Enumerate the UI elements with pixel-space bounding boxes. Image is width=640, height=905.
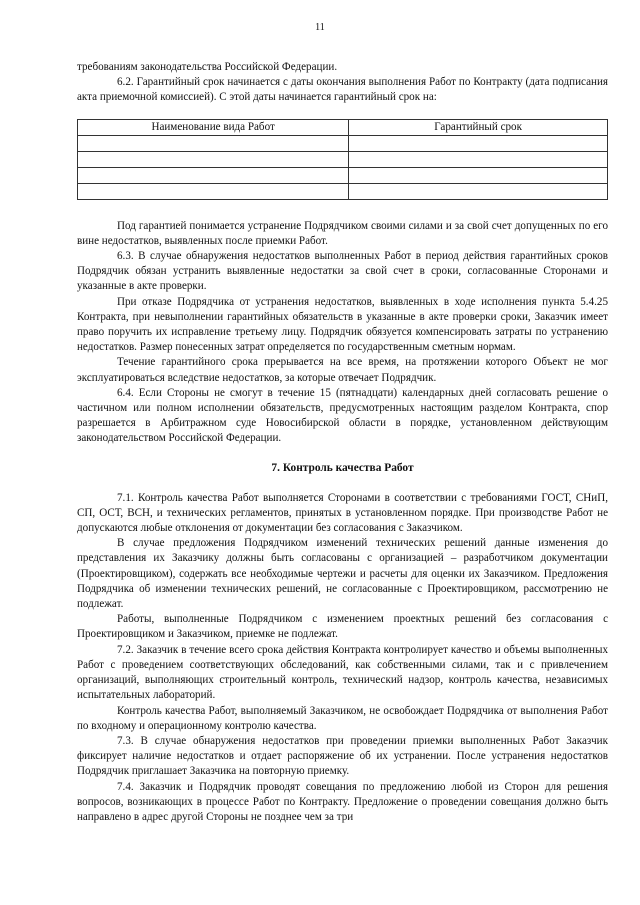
paragraph-6-4: 6.4. Если Стороны не смогут в течение 15 (пятнадцати) календарных дней согласовать решение о частичном или полном исполнении обязательств, предусмотренных настоящим разделом Контракта, спор разрешается в Арбитражном суде Новосибирской области в порядке, установленном действующим законодательством Российской Федерации. <box>77 386 608 445</box>
paragraph-6-3: 6.3. В случае обнаружения недостатков выполненных Работ в период действия гарантийных сроков Подрядчик обязан устранить выявленные недостатки за свой счет в сроки, согласованные Сторонами и указанные в акте проверки. <box>77 250 608 293</box>
paragraph-7-4: 7.4. Заказчик и Подрядчик проводят совещания по предложению любой из Сторон для решения вопросов, возникающих в процессе Работ по Контракту. Предложение о проведении совещания должно быть направлено в адрес другой Стороны не позднее чем за три <box>77 780 608 823</box>
table-cell <box>349 183 608 199</box>
table-cell <box>349 167 608 183</box>
table-cell <box>78 183 349 199</box>
paragraph-warranty-definition: Под гарантией понимается устранение Подрядчиком своими силами и за свой счет допущенных по его вине недостатков, выявленных после приемки Работ. <box>77 219 608 247</box>
header-work-type: Наименование вида Работ <box>78 119 349 135</box>
paragraph-continuation: требованиям законодательства Российской Федерации. <box>77 61 338 73</box>
paragraph-7-2: 7.2. Заказчик в течение всего срока действия Контракта контролирует качество и объемы выполненных Работ с проведением соответствующих обследований, как собственными силами, так и с привлечением организаций, выполняющих строительный контроль, технический надзор, контроль качества, независимых испытательных лабораторий. <box>77 643 608 702</box>
paragraph-technical-changes: В случае предложения Подрядчиком изменений технических решений данные изменения до представления их Заказчику должны быть согласованы с организацией – разработчиком документации (Проектировщиком), содержать все необходимые чертежи и расчеты для оценки их Заказчиком. Предложения Подрядчика об изменении технических решений, не согласованные с Проектировщиком, рассмотрению не подлежат. <box>77 537 608 611</box>
table-cell <box>78 167 349 183</box>
page-number: 11 <box>315 22 325 33</box>
table-row <box>78 183 608 199</box>
table-row <box>78 151 608 167</box>
warranty-table <box>77 119 608 200</box>
paragraph-7-3: 7.3. В случае обнаружения недостатков при проведении приемки выполненных Работ Заказчик фиксирует наличие недостатков и отдает распоряжение об их устранении. После устранения недостатков Подрядчик приглашает Заказчика на повторную приемку. <box>77 734 608 778</box>
table-cell <box>78 151 349 167</box>
header-warranty-period: Гарантийный срок <box>349 119 608 135</box>
table-cell <box>78 135 349 151</box>
paragraph-refusal: При отказе Подрядчика от устранения недостатков, выявленных в ходе исполнения пункта 5.4.25 Контракта, при невыполнении гарантийных обязательств в указанные в акте проверки сроки, Заказчик имеет право поручить их исправление третьему лицу. Подрядчик обязуется компенсировать затраты по устранению недостатков. Размер понесенных затрат определяется по государственным сметным нормам. <box>77 295 608 354</box>
table-cell <box>349 135 608 151</box>
paragraph-unapproved-works: Работы, выполненные Подрядчиком с изменением проектных решений без согласования с Проектировщиком и Заказчиком, приемке не подлежат. <box>77 613 608 641</box>
table-row <box>78 135 608 151</box>
table-cell <box>349 151 608 167</box>
paragraph-warranty-interruption: Течение гарантийного срока прерывается на все время, на протяжении которого Объект не мог эксплуатироваться вследствие недостатков, за которые отвечает Подрядчик. <box>77 356 608 384</box>
table-row <box>78 167 608 183</box>
document-body <box>77 60 608 825</box>
paragraph-7-1: 7.1. Контроль качества Работ выполняется Сторонами в соответствии с требованиями ГОСТ, СНиП, СП, ОСТ, ВСН, и технических регламентов, принятых в установленном порядке. При производстве Работ не допускаются любые отклонения от документации без согласования с Заказчиком. <box>77 491 608 535</box>
paragraph-quality-control: Контроль качества Работ, выполняемый Заказчиком, не освобождает Подрядчика от выполнения Работ по входному и операционному контролю качества. <box>77 704 608 732</box>
section-7-heading: 7. Контроль качества Работ <box>271 461 414 474</box>
paragraph-6-2: 6.2. Гарантийный срок начинается с даты окончания выполнения Работ по Контракту (дата подписания акта приемочной комиссией). С этой даты начинается гарантийный срок на: <box>77 76 608 104</box>
table-header-row <box>78 119 608 135</box>
